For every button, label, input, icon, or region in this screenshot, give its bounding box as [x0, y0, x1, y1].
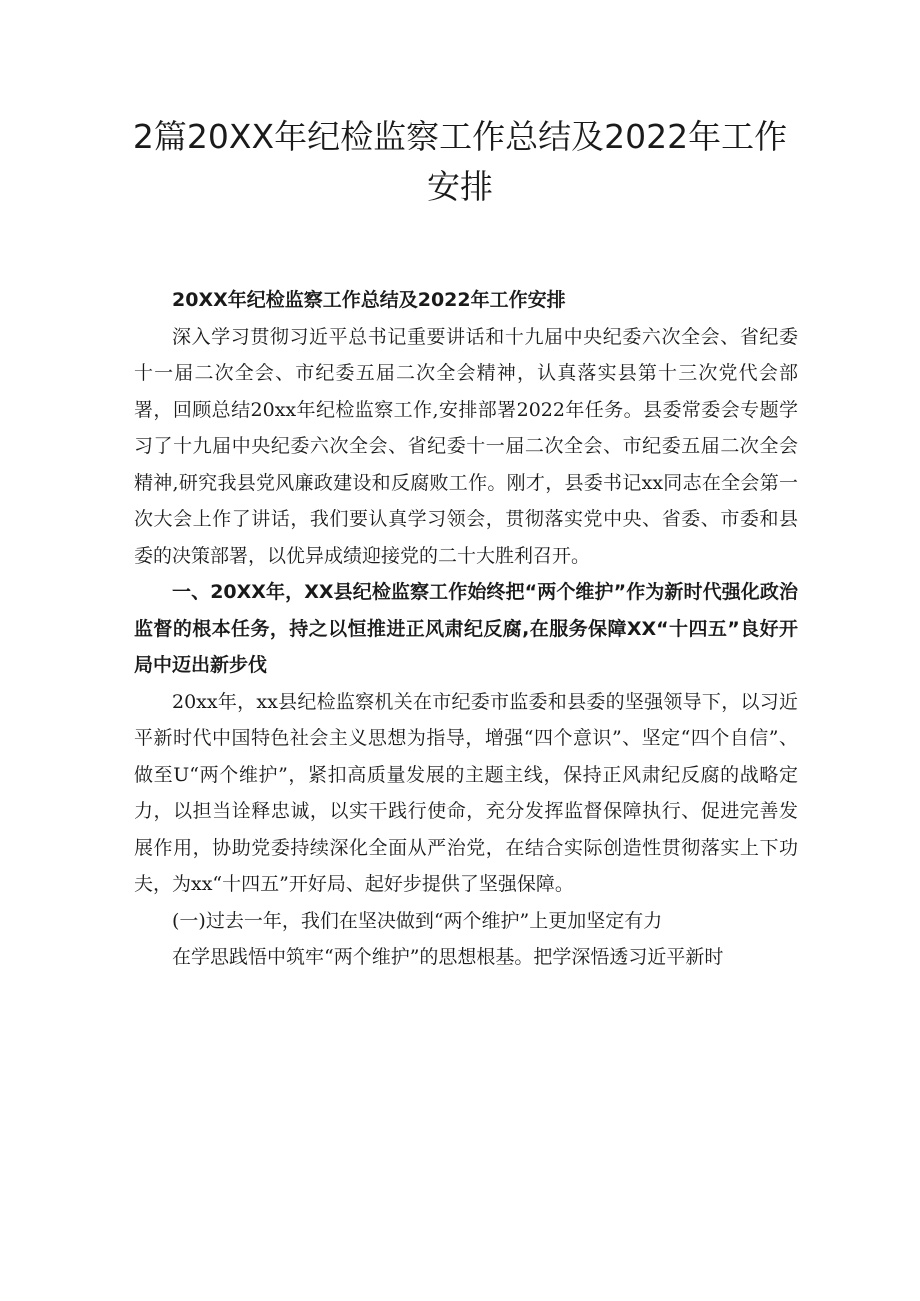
- document-subtitle: 20XX年纪检监察工作总结及2022年工作安排: [172, 289, 566, 311]
- section-heading-1: 一、20XX年，XX县纪检监察工作始终把“两个维护”作为新时代强化政治监督的根本任务，持之以恒推进正风肃纪反腐,在服务保障XX“十四五”良好开局中迈出新步伐: [134, 581, 798, 676]
- document-title: 2篇20XX年纪检监察工作总结及2022年工作安排: [132, 117, 788, 206]
- subsection-heading-1: (一)过去一年，我们在坚决做到“两个维护”上更加坚定有力: [172, 909, 663, 932]
- document-body: [134, 282, 798, 976]
- intro-paragraph: 深入学习贯彻习近平总书记重要讲话和十九届中央纪委六次全会、省纪委十一届二次全会、市纪委五届二次全会精神，认真落实县第十三次党代会部署，回顾总结20xx年纪检监察工作,安排部署2022年任务。县委常委会专题学习了十九届中央纪委六次全会、省纪委十一届二次全会、市纪委五届二次全会精神,研究我县党风廉政建设和反腐败工作。刚才，县委书记xx同志在全会第一次大会上作了讲话，我们要认真学习领会，贯彻落实党中央、省委、市委和县委的决策部署，以优异成绩迎接党的二十大胜利召开。: [134, 325, 798, 567]
- section-1-paragraph: 20xx年，xx县纪检监察机关在市纪委市监委和县委的坚强领导下，以习近平新时代中国特色社会主义思想为指导，增强“四个意识”、坚定“四个自信”、做至U“两个维护”，紧扣高质量发展的主题主线，保持正风肃纪反腐的战略定力，以担当诠释忠诚，以实干践行使命，充分发挥监督保障执行、促进完善发展作用，协助党委持续深化全面从严治党，在结合实际创造性贯彻落实上下功夫，为xx“十四五”开好局、起好步提供了坚强保障。: [134, 690, 798, 895]
- subsection-1-paragraph: 在学思践悟中筑牢“两个维护”的思想根基。把学深悟透习近平新时: [172, 946, 724, 968]
